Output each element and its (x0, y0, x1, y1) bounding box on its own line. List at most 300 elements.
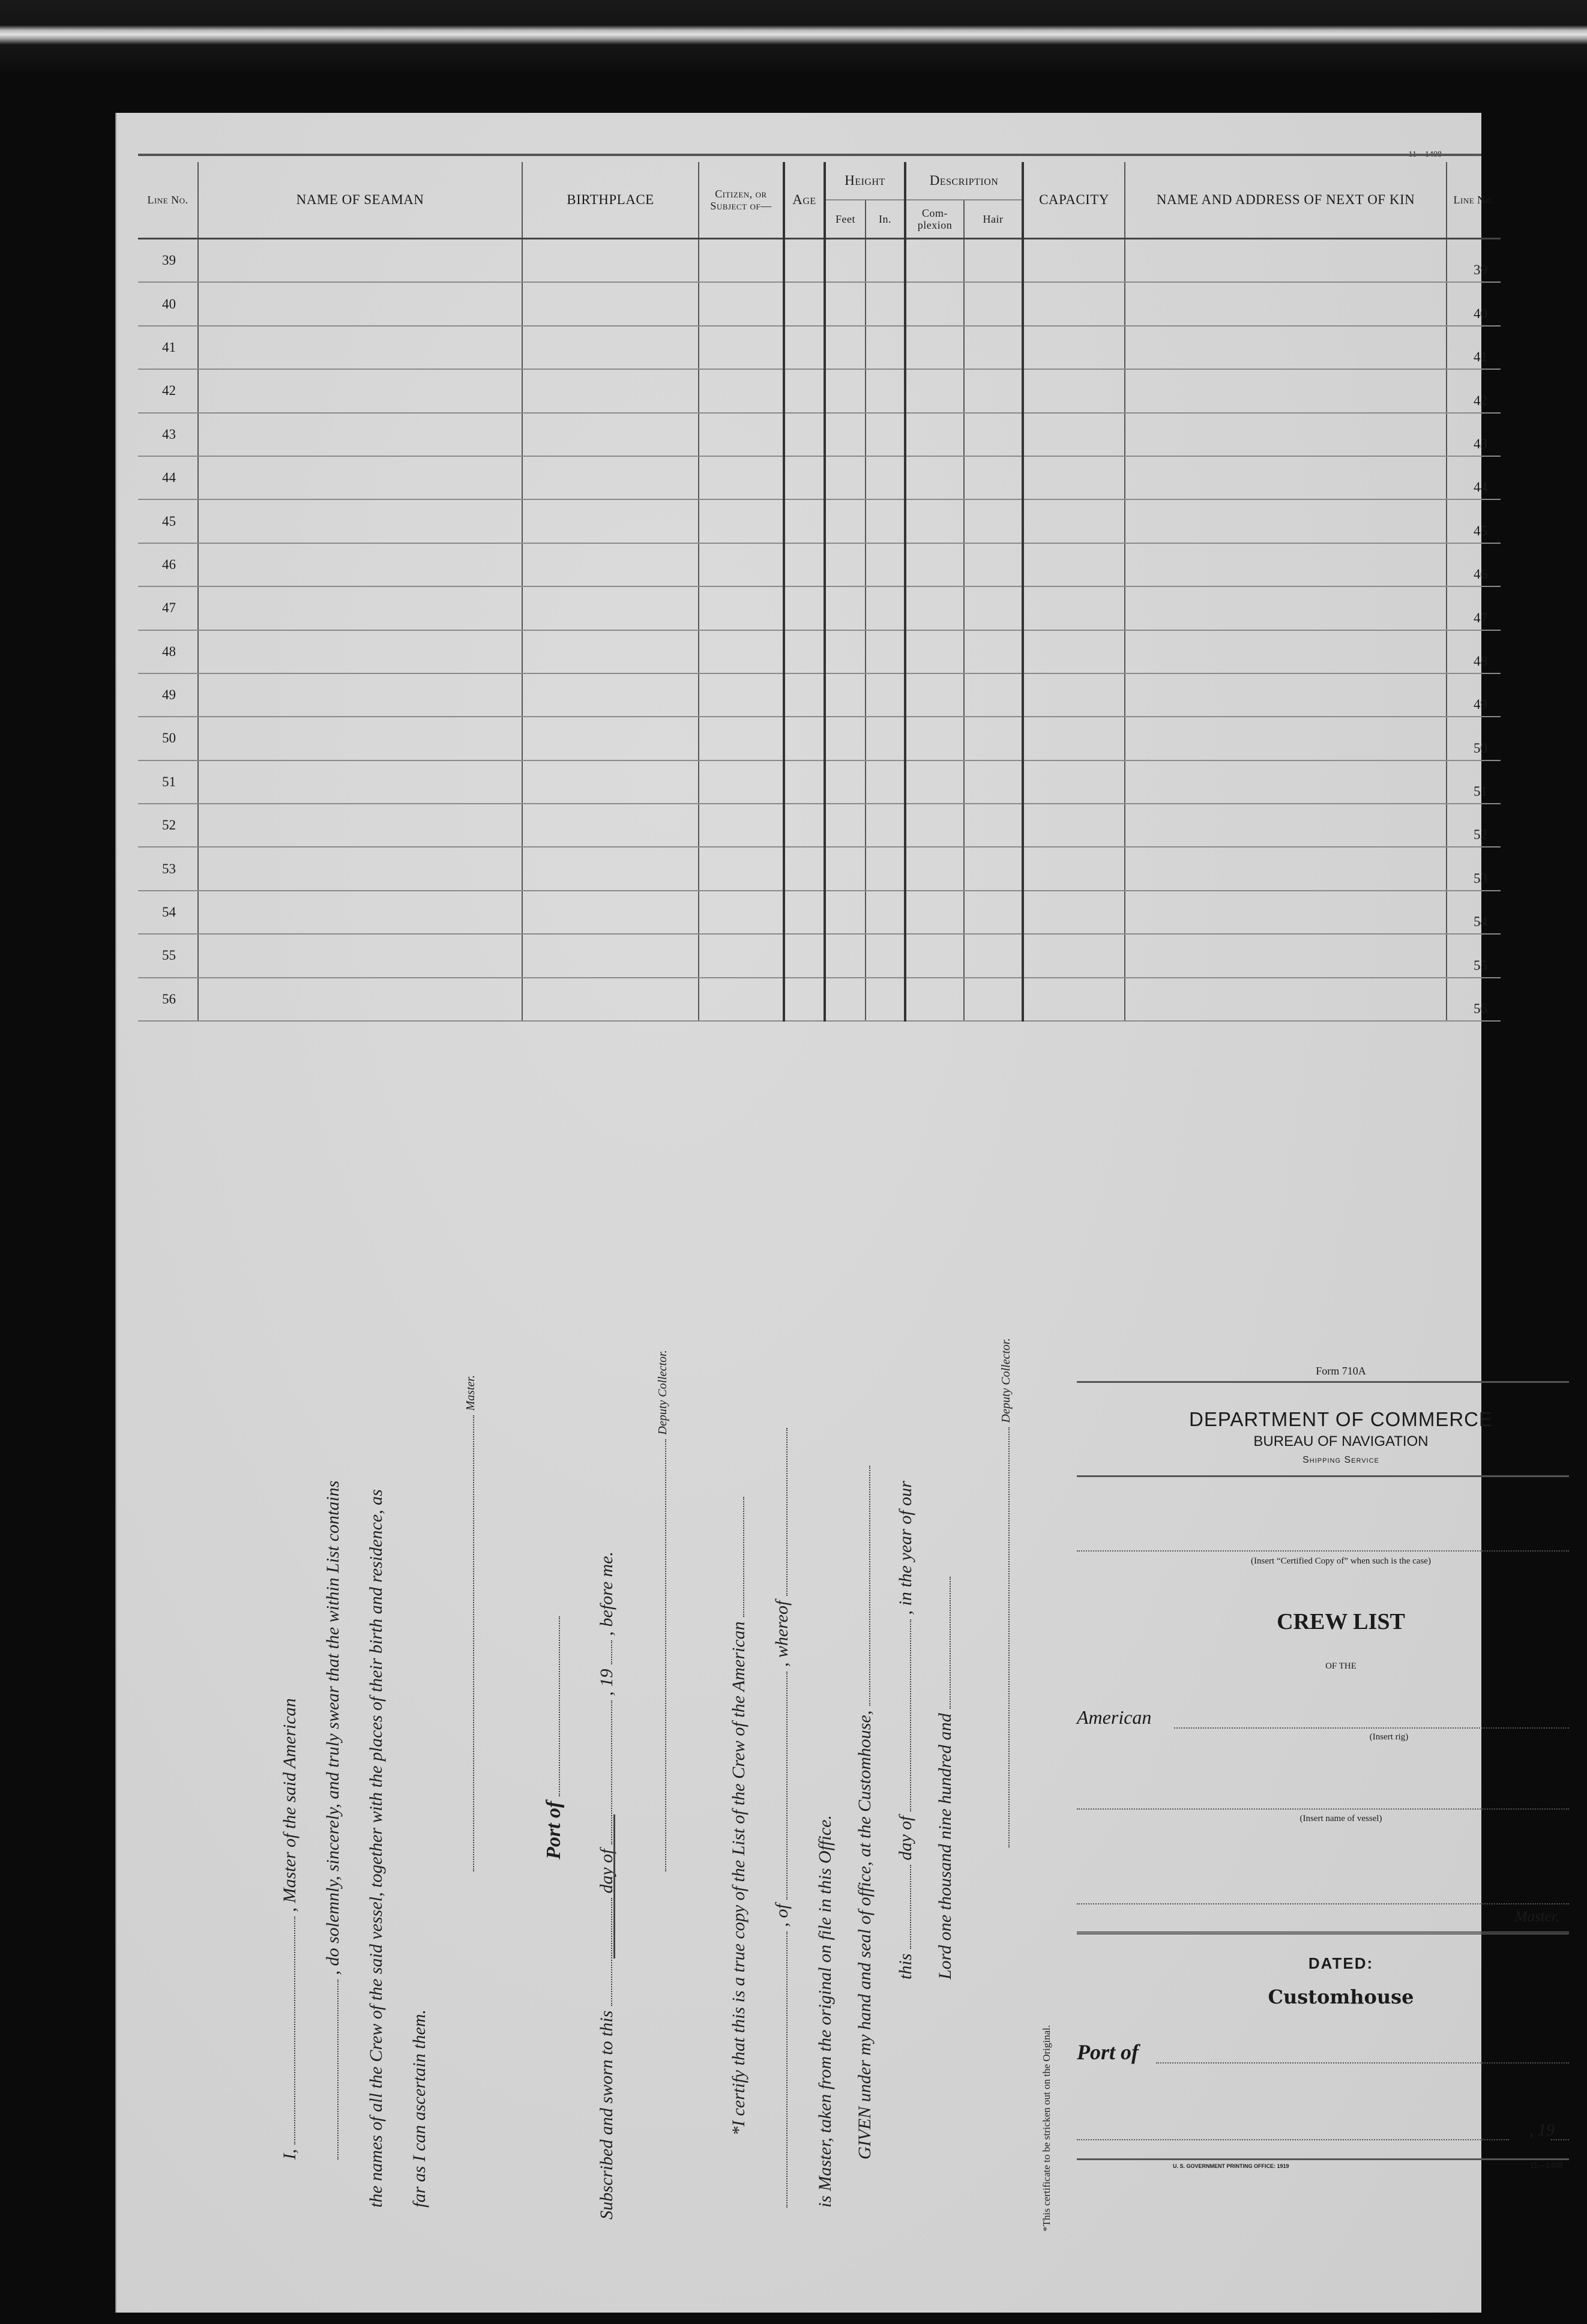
entry-cell[interactable] (964, 586, 1023, 630)
line-number: 42 (138, 369, 198, 412)
cert-port-field[interactable] (786, 1672, 787, 1900)
sworn-month-field[interactable] (610, 1700, 612, 1844)
header-age: Age (784, 162, 825, 239)
entry-cell[interactable] (1023, 760, 1125, 804)
entry-cell[interactable] (825, 630, 866, 673)
master-label: Master. (1514, 1909, 1559, 1925)
entry-cell[interactable] (866, 630, 905, 673)
entry-cell[interactable] (699, 499, 784, 543)
entry-cell[interactable] (198, 760, 522, 804)
entry-cell[interactable] (198, 804, 522, 847)
line-number: 51 (138, 760, 198, 804)
entry-cell[interactable] (198, 326, 522, 369)
entry-cell[interactable] (522, 934, 699, 977)
header-inches: In. (866, 200, 905, 239)
sworn-day-field[interactable] (610, 1898, 612, 2006)
certified-copy-field[interactable] (1077, 1550, 1569, 1552)
entry-cell[interactable] (198, 239, 522, 283)
entry-cell[interactable] (825, 413, 866, 456)
entry-cell[interactable] (1023, 804, 1125, 847)
entry-cell[interactable] (522, 630, 699, 673)
oath-swear: , do solemnly, sincerely, and truly swear that the within List contains (323, 1480, 343, 1975)
cert-lord: Lord one thousand nine hundred and (935, 1713, 955, 1979)
entry-cell[interactable] (784, 804, 825, 847)
entry-cell[interactable] (1125, 499, 1447, 543)
line-number: 43 (138, 413, 198, 456)
cert-footnote: *This certificate to be stricken out on the Original. (1041, 2024, 1052, 2232)
shipping-service: Shipping Service (1302, 1455, 1379, 1465)
line-number: 56 (138, 978, 198, 1021)
entry-cell[interactable] (1023, 717, 1125, 760)
cert-this: this (896, 1953, 915, 1979)
entry-cell[interactable] (866, 891, 905, 934)
entry-cell[interactable] (905, 586, 964, 630)
entry-cell[interactable] (905, 760, 964, 804)
oath-master-label: Master. (464, 1375, 477, 1411)
certified-copy-note: (Insert “Certified Copy of” when such is the case) (1251, 1556, 1431, 1566)
line-number-right: 46 (1447, 543, 1501, 586)
line-number: 47 (138, 586, 198, 630)
table-row (138, 239, 1501, 283)
cert-deputy2: Deputy Collector. (999, 1338, 1013, 1423)
entry-cell[interactable] (905, 934, 964, 977)
entry-cell[interactable] (198, 543, 522, 586)
header-feet: Feet (825, 200, 866, 239)
entry-cell[interactable] (905, 891, 964, 934)
entry-cell[interactable] (198, 586, 522, 630)
entry-cell[interactable] (784, 586, 825, 630)
entry-cell[interactable] (522, 326, 699, 369)
line-number-right: 52 (1447, 804, 1501, 847)
entry-cell[interactable] (198, 456, 522, 499)
vessel-name-field[interactable] (337, 1979, 339, 2160)
oath-subscribed: Subscribed and sworn to this (597, 2010, 616, 2220)
line-number-right: 40 (1447, 282, 1501, 325)
entry-cell[interactable] (699, 630, 784, 673)
entry-cell[interactable] (964, 760, 1023, 804)
entry-cell[interactable] (522, 673, 699, 717)
entry-cell[interactable] (699, 804, 784, 847)
entry-cell[interactable] (905, 630, 964, 673)
crew-table-body (138, 239, 1501, 1022)
entry-cell[interactable] (522, 413, 699, 456)
entry-cell[interactable] (825, 847, 866, 890)
line-number-right: 56 (1447, 978, 1501, 1021)
entry-cell[interactable] (866, 326, 905, 369)
entry-cell[interactable] (1125, 760, 1447, 804)
entry-cell[interactable] (825, 891, 866, 934)
entry-cell[interactable] (825, 456, 866, 499)
entry-cell[interactable] (1023, 326, 1125, 369)
table-row (138, 934, 1501, 977)
entry-cell[interactable] (964, 630, 1023, 673)
cert-line-2: is Master, taken from the original on file in this Office. (815, 1815, 835, 2208)
port-of-label: Port of (1077, 2040, 1139, 2064)
entry-cell[interactable] (866, 760, 905, 804)
entry-cell[interactable] (699, 543, 784, 586)
entry-cell[interactable] (964, 891, 1023, 934)
entry-cell[interactable] (699, 847, 784, 890)
oath-year19: , 19 (597, 1669, 616, 1696)
entry-cell[interactable] (866, 543, 905, 586)
entry-cell[interactable] (522, 847, 699, 890)
entry-cell[interactable] (964, 282, 1023, 325)
line-number-right: 51 (1447, 760, 1501, 804)
entry-cell[interactable] (198, 413, 522, 456)
cover-form-code: 11—1408 (1529, 2161, 1563, 2170)
entry-cell[interactable] (699, 673, 784, 717)
entry-cell[interactable] (1023, 673, 1125, 717)
line-number-right: 45 (1447, 499, 1501, 543)
entry-cell[interactable] (1125, 413, 1447, 456)
entry-cell[interactable] (905, 673, 964, 717)
table-row (138, 586, 1501, 630)
microfilm-edge (0, 0, 1587, 72)
table-row (138, 978, 1501, 1021)
header-complexion: Com-plexion (905, 200, 964, 239)
entry-cell[interactable] (1125, 847, 1447, 890)
form-number: Form 710A (1316, 1365, 1366, 1377)
customhouse-label: Customhouse (1268, 1985, 1414, 2008)
entry-cell[interactable] (964, 413, 1023, 456)
entry-cell[interactable] (964, 804, 1023, 847)
cert-master-field[interactable] (786, 1428, 787, 1596)
entry-cell[interactable] (699, 934, 784, 977)
deputy-signature-line-2[interactable] (1008, 1427, 1010, 1847)
entry-cell[interactable] (198, 673, 522, 717)
entry-cell[interactable] (825, 369, 866, 412)
cover-rule-3 (1077, 1931, 1569, 1934)
entry-cell[interactable] (198, 891, 522, 934)
entry-cell[interactable] (699, 456, 784, 499)
entry-cell[interactable] (784, 282, 825, 325)
entry-cell[interactable] (964, 673, 1023, 717)
entry-cell[interactable] (964, 456, 1023, 499)
cert-rig-field[interactable] (786, 1931, 787, 2208)
entry-cell[interactable] (866, 413, 905, 456)
cover-panel (1065, 1241, 1587, 2202)
entry-cell[interactable] (784, 239, 825, 283)
line-number-right: 44 (1447, 456, 1501, 499)
entry-cell[interactable] (522, 282, 699, 325)
oath-i: I, (280, 2149, 300, 2160)
entry-cell[interactable] (866, 456, 905, 499)
header-citizen: Citizen, or Subject of— (699, 162, 784, 239)
entry-cell[interactable] (699, 326, 784, 369)
entry-cell[interactable] (1125, 891, 1447, 934)
cert-year-of-our: , in the year of our (896, 1481, 915, 1615)
entry-cell[interactable] (1023, 282, 1125, 325)
header-line-no: Line No. (138, 162, 198, 239)
entry-cell[interactable] (905, 413, 964, 456)
entry-cell[interactable] (699, 413, 784, 456)
oath-names: the names of all the Crew of the said vessel, together with the places of their birth and residence, as (366, 1489, 386, 2208)
entry-cell[interactable] (522, 978, 699, 1021)
entry-cell[interactable] (964, 326, 1023, 369)
entry-cell[interactable] (522, 760, 699, 804)
entry-cell[interactable] (905, 282, 964, 325)
line-number-right: 39 (1447, 239, 1501, 283)
entry-cell[interactable] (825, 934, 866, 977)
entry-cell[interactable] (825, 760, 866, 804)
table-row (138, 326, 1501, 369)
entry-cell[interactable] (1023, 891, 1125, 934)
header-hair: Hair (964, 200, 1023, 239)
entry-cell[interactable] (825, 499, 866, 543)
date-cover-field[interactable] (1077, 2139, 1509, 2140)
entry-cell[interactable] (1125, 282, 1447, 325)
line-number: 50 (138, 717, 198, 760)
cert-day-field[interactable] (909, 1865, 911, 1949)
entry-cell[interactable] (784, 630, 825, 673)
line-number-right: 54 (1447, 891, 1501, 934)
customhouse-field[interactable] (869, 1466, 870, 1706)
divider-rule (613, 1814, 615, 1958)
entry-cell[interactable] (1023, 934, 1125, 977)
of-the: OF THE (1325, 1661, 1357, 1671)
entry-cell[interactable] (1023, 456, 1125, 499)
entry-cell[interactable] (825, 717, 866, 760)
entry-cell[interactable] (905, 326, 964, 369)
entry-cell[interactable] (964, 717, 1023, 760)
entry-cell[interactable] (1125, 717, 1447, 760)
entry-cell[interactable] (198, 717, 522, 760)
entry-cell[interactable] (784, 369, 825, 412)
entry-cell[interactable] (784, 456, 825, 499)
entry-cell[interactable] (699, 239, 784, 283)
entry-cell[interactable] (522, 369, 699, 412)
line-number: 54 (138, 891, 198, 934)
entry-cell[interactable] (1125, 978, 1447, 1021)
entry-cell[interactable] (784, 934, 825, 977)
entry-cell[interactable] (866, 586, 905, 630)
entry-cell[interactable] (784, 847, 825, 890)
entry-cell[interactable] (522, 239, 699, 283)
entry-cell[interactable] (905, 369, 964, 412)
department: DEPARTMENT OF COMMERCE (1188, 1408, 1493, 1430)
oath-port-of: Port of (543, 1801, 565, 1859)
entry-cell[interactable] (1125, 673, 1447, 717)
header-next-of-kin: NAME AND ADDRESS OF NEXT OF KIN (1125, 162, 1447, 239)
oath-master-of: , Master of the said American (280, 1698, 300, 1912)
entry-cell[interactable] (784, 673, 825, 717)
entry-cell[interactable] (1125, 630, 1447, 673)
entry-cell[interactable] (866, 499, 905, 543)
insert-name-note: (Insert name of vessel) (1299, 1814, 1382, 1823)
entry-cell[interactable] (1023, 413, 1125, 456)
entry-cell[interactable] (905, 804, 964, 847)
entry-cell[interactable] (1023, 630, 1125, 673)
entry-cell[interactable] (866, 717, 905, 760)
entry-cell[interactable] (866, 282, 905, 325)
header-line-no-right: Line No. (1447, 162, 1501, 239)
entry-cell[interactable] (1125, 543, 1447, 586)
entry-cell[interactable] (1023, 239, 1125, 283)
line-number: 45 (138, 499, 198, 543)
line-number: 49 (138, 673, 198, 717)
entry-cell[interactable] (1023, 499, 1125, 543)
table-row (138, 673, 1501, 717)
entry-cell[interactable] (1023, 543, 1125, 586)
entry-cell[interactable] (198, 630, 522, 673)
entry-cell[interactable] (699, 891, 784, 934)
entry-cell[interactable] (522, 456, 699, 499)
oath-before-me: , before me. (597, 1551, 616, 1636)
entry-cell[interactable] (699, 978, 784, 1021)
table-row (138, 717, 1501, 760)
entry-cell[interactable] (905, 239, 964, 283)
cover-rule-1 (1077, 1381, 1569, 1383)
cert-vessel-field[interactable] (742, 1497, 744, 1617)
table-row (138, 282, 1501, 325)
master-name-field[interactable] (294, 1916, 295, 2145)
entry-cell[interactable] (784, 543, 825, 586)
entry-cell[interactable] (964, 934, 1023, 977)
master-cover-field[interactable] (1077, 1903, 1569, 1904)
entry-cell[interactable] (1125, 326, 1447, 369)
entry-cell[interactable] (522, 804, 699, 847)
sworn-year-field[interactable] (610, 1640, 612, 1664)
entry-cell[interactable] (825, 804, 866, 847)
crew-list-form (115, 113, 1563, 2313)
dated-label: DATED: (1308, 1954, 1374, 1972)
entry-cell[interactable] (522, 499, 699, 543)
entry-cell[interactable] (784, 891, 825, 934)
entry-cell[interactable] (522, 543, 699, 586)
entry-cell[interactable] (699, 586, 784, 630)
entry-cell[interactable] (866, 369, 905, 412)
table-row (138, 891, 1501, 934)
year-cover-field[interactable] (1551, 2139, 1569, 2140)
entry-cell[interactable] (522, 891, 699, 934)
entry-cell[interactable] (198, 499, 522, 543)
rig-field[interactable] (1174, 1727, 1569, 1729)
entry-cell[interactable] (866, 847, 905, 890)
cover-rule-2 (1077, 1475, 1569, 1477)
entry-cell[interactable] (784, 978, 825, 1021)
vessel-name-cover-field[interactable] (1077, 1808, 1569, 1810)
line-number-right: 47 (1447, 586, 1501, 630)
entry-cell[interactable] (905, 717, 964, 760)
header-capacity: CAPACITY (1023, 162, 1125, 239)
table-row (138, 630, 1501, 673)
entry-cell[interactable] (1125, 586, 1447, 630)
table-row (138, 760, 1501, 804)
entry-cell[interactable] (866, 673, 905, 717)
entry-cell[interactable] (866, 934, 905, 977)
entry-cell[interactable] (825, 978, 866, 1021)
form-code: 11—1408 (1408, 150, 1442, 159)
oath-ascertain: far as I can ascertain them. (409, 2009, 429, 2208)
entry-cell[interactable] (964, 499, 1023, 543)
entry-cell[interactable] (522, 717, 699, 760)
table-row (138, 369, 1501, 412)
entry-cell[interactable] (198, 934, 522, 977)
deputy-signature-line-1[interactable] (665, 1439, 666, 1871)
insert-rig-note: (Insert rig) (1369, 1732, 1409, 1742)
line-number: 46 (138, 543, 198, 586)
entry-cell[interactable] (1125, 934, 1447, 977)
line-number-right: 42 (1447, 369, 1501, 412)
port-cover-field[interactable] (1156, 2062, 1569, 2064)
entry-cell[interactable] (784, 760, 825, 804)
entry-cell[interactable] (964, 369, 1023, 412)
master-signature-line[interactable] (473, 1415, 474, 1871)
entry-cell[interactable] (866, 804, 905, 847)
entry-cell[interactable] (825, 239, 866, 283)
entry-cell[interactable] (905, 978, 964, 1021)
entry-cell[interactable] (1125, 369, 1447, 412)
cert-month-field[interactable] (909, 1619, 911, 1811)
oath-deputy1: Deputy Collector. (656, 1350, 669, 1435)
entry-cell[interactable] (905, 456, 964, 499)
cert-year-field[interactable] (949, 1577, 951, 1709)
entry-cell[interactable] (825, 326, 866, 369)
port-field[interactable] (558, 1616, 560, 1796)
entry-cell[interactable] (1023, 369, 1125, 412)
entry-cell[interactable] (866, 239, 905, 283)
entry-cell[interactable] (699, 282, 784, 325)
entry-cell[interactable] (964, 847, 1023, 890)
entry-cell[interactable] (964, 978, 1023, 1021)
entry-cell[interactable] (784, 413, 825, 456)
line-number-right: 55 (1447, 934, 1501, 977)
entry-cell[interactable] (825, 673, 866, 717)
table-row (138, 804, 1501, 847)
entry-cell[interactable] (1023, 586, 1125, 630)
top-rule (138, 154, 1481, 156)
entry-cell[interactable] (784, 326, 825, 369)
entry-cell[interactable] (522, 586, 699, 630)
entry-cell[interactable] (784, 717, 825, 760)
line-number-right: 43 (1447, 413, 1501, 456)
entry-cell[interactable] (1023, 847, 1125, 890)
cert-whereof: , whereof (772, 1600, 792, 1667)
entry-cell[interactable] (198, 847, 522, 890)
table-row (138, 847, 1501, 890)
entry-cell[interactable] (198, 282, 522, 325)
entry-cell[interactable] (905, 847, 964, 890)
entry-cell[interactable] (198, 369, 522, 412)
crew-table (138, 162, 1501, 1022)
entry-cell[interactable] (825, 282, 866, 325)
entry-cell[interactable] (699, 760, 784, 804)
entry-cell[interactable] (1125, 239, 1447, 283)
entry-cell[interactable] (825, 543, 866, 586)
entry-cell[interactable] (825, 586, 866, 630)
entry-cell[interactable] (1023, 978, 1125, 1021)
entry-cell[interactable] (866, 978, 905, 1021)
header-name: NAME OF SEAMAN (198, 162, 522, 239)
header-birthplace: BIRTHPLACE (522, 162, 699, 239)
line-number: 48 (138, 630, 198, 673)
entry-cell[interactable] (905, 499, 964, 543)
entry-cell[interactable] (784, 499, 825, 543)
entry-cell[interactable] (964, 543, 1023, 586)
entry-cell[interactable] (699, 717, 784, 760)
entry-cell[interactable] (905, 543, 964, 586)
entry-cell[interactable] (198, 978, 522, 1021)
entry-cell[interactable] (699, 369, 784, 412)
entry-cell[interactable] (1125, 456, 1447, 499)
american-label: American (1077, 1706, 1152, 1728)
cert-of: , of (772, 1904, 792, 1927)
table-row (138, 456, 1501, 499)
line-number: 40 (138, 282, 198, 325)
entry-cell[interactable] (1125, 804, 1447, 847)
entry-cell[interactable] (964, 239, 1023, 283)
table-row (138, 543, 1501, 586)
